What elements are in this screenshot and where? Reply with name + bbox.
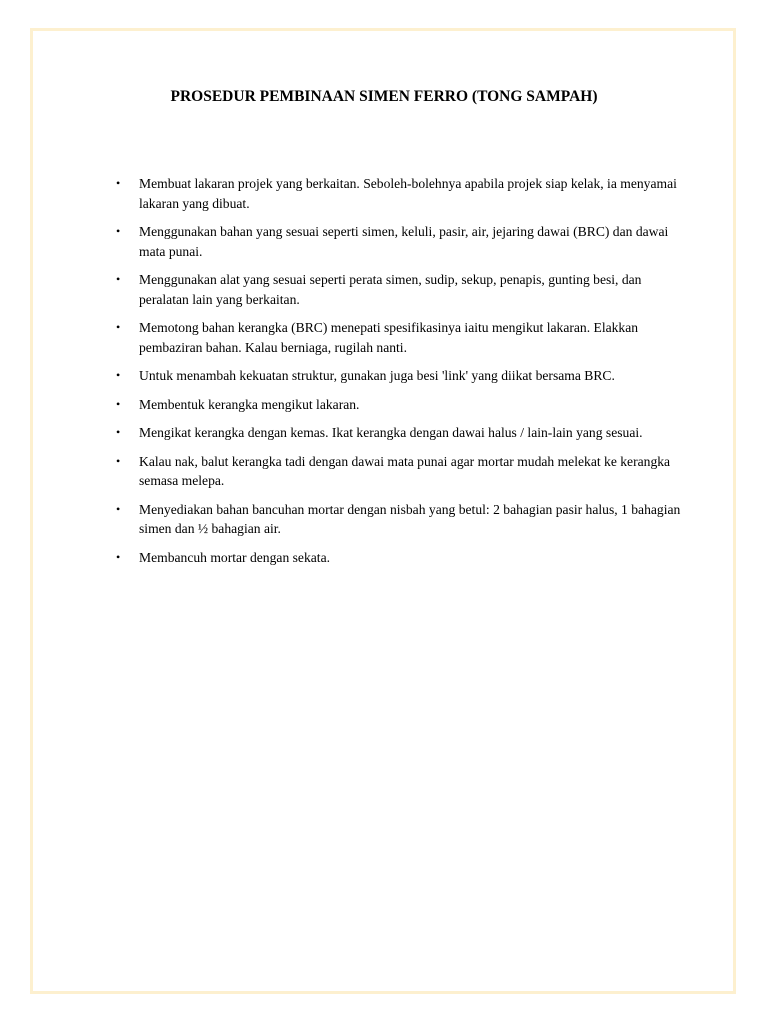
list-item (114, 174, 686, 213)
list-item-text: Mengikat kerangka dengan kemas. Ikat kerangka dengan dawai halus / lain-lain yang sesuai. (139, 425, 643, 440)
list-item-text: Menggunakan bahan yang sesuai seperti simen, keluli, pasir, air, jejaring dawai (BRC) dan dawai mata punai. (139, 224, 669, 259)
list-item-text: Kalau nak, balut kerangka tadi dengan dawai mata punai agar mortar mudah melekat ke kerangka semasa melepa. (139, 453, 671, 488)
list-item (114, 366, 686, 386)
bullet-icon: • (116, 549, 121, 564)
list-item (114, 548, 686, 568)
list-item (114, 318, 686, 357)
list-item (114, 423, 686, 443)
bullet-icon: • (116, 425, 121, 439)
list-item-text: Membancuh mortar dengan sekata. (139, 549, 330, 565)
list-item-text: Membuat lakaran projek yang berkaitan. Seboleh-bolehnya apabila projek siap kelak, ia menyamai lakaran yang dibuat. (139, 176, 677, 211)
list-item (114, 222, 686, 261)
list-item (114, 452, 686, 491)
bullet-icon: • (116, 453, 121, 468)
list-item (114, 395, 686, 415)
list-item-text: Memotong bahan kerangka (BRC) menepati spesifikasinya iaitu mengikut lakaran. Elakkan pembaziran bahan. Kalau berniaga, rugilah nanti. (139, 320, 639, 355)
bullet-icon: • (116, 224, 121, 238)
bullet-icon: • (116, 368, 121, 382)
bullet-icon: • (116, 176, 121, 190)
bullet-icon: • (116, 272, 121, 286)
procedure-list (114, 174, 686, 576)
list-item-text: Untuk menambah kekuatan struktur, gunakan juga besi 'link' yang diikat bersama BRC. (139, 368, 615, 383)
list-item (114, 270, 686, 309)
bullet-icon: • (116, 320, 121, 334)
list-item-text: Menyediakan bahan bancuhan mortar dengan nisbah yang betul: 2 bahagian pasir halus, 1 bahagian simen dan ½ bahagian air. (139, 501, 681, 536)
bullet-icon: • (116, 501, 121, 516)
page-title: PROSEDUR PEMBINAAN SIMEN FERRO (TONG SAMPAH) (170, 88, 598, 105)
list-item (114, 500, 686, 539)
bullet-icon: • (116, 396, 121, 411)
list-item-text: Menggunakan alat yang sesuai seperti perata simen, sudip, sekup, penapis, gunting besi, dan peralatan lain yang berkaitan. (139, 272, 642, 307)
list-item-text: Membentuk kerangka mengikut lakaran. (139, 396, 360, 412)
